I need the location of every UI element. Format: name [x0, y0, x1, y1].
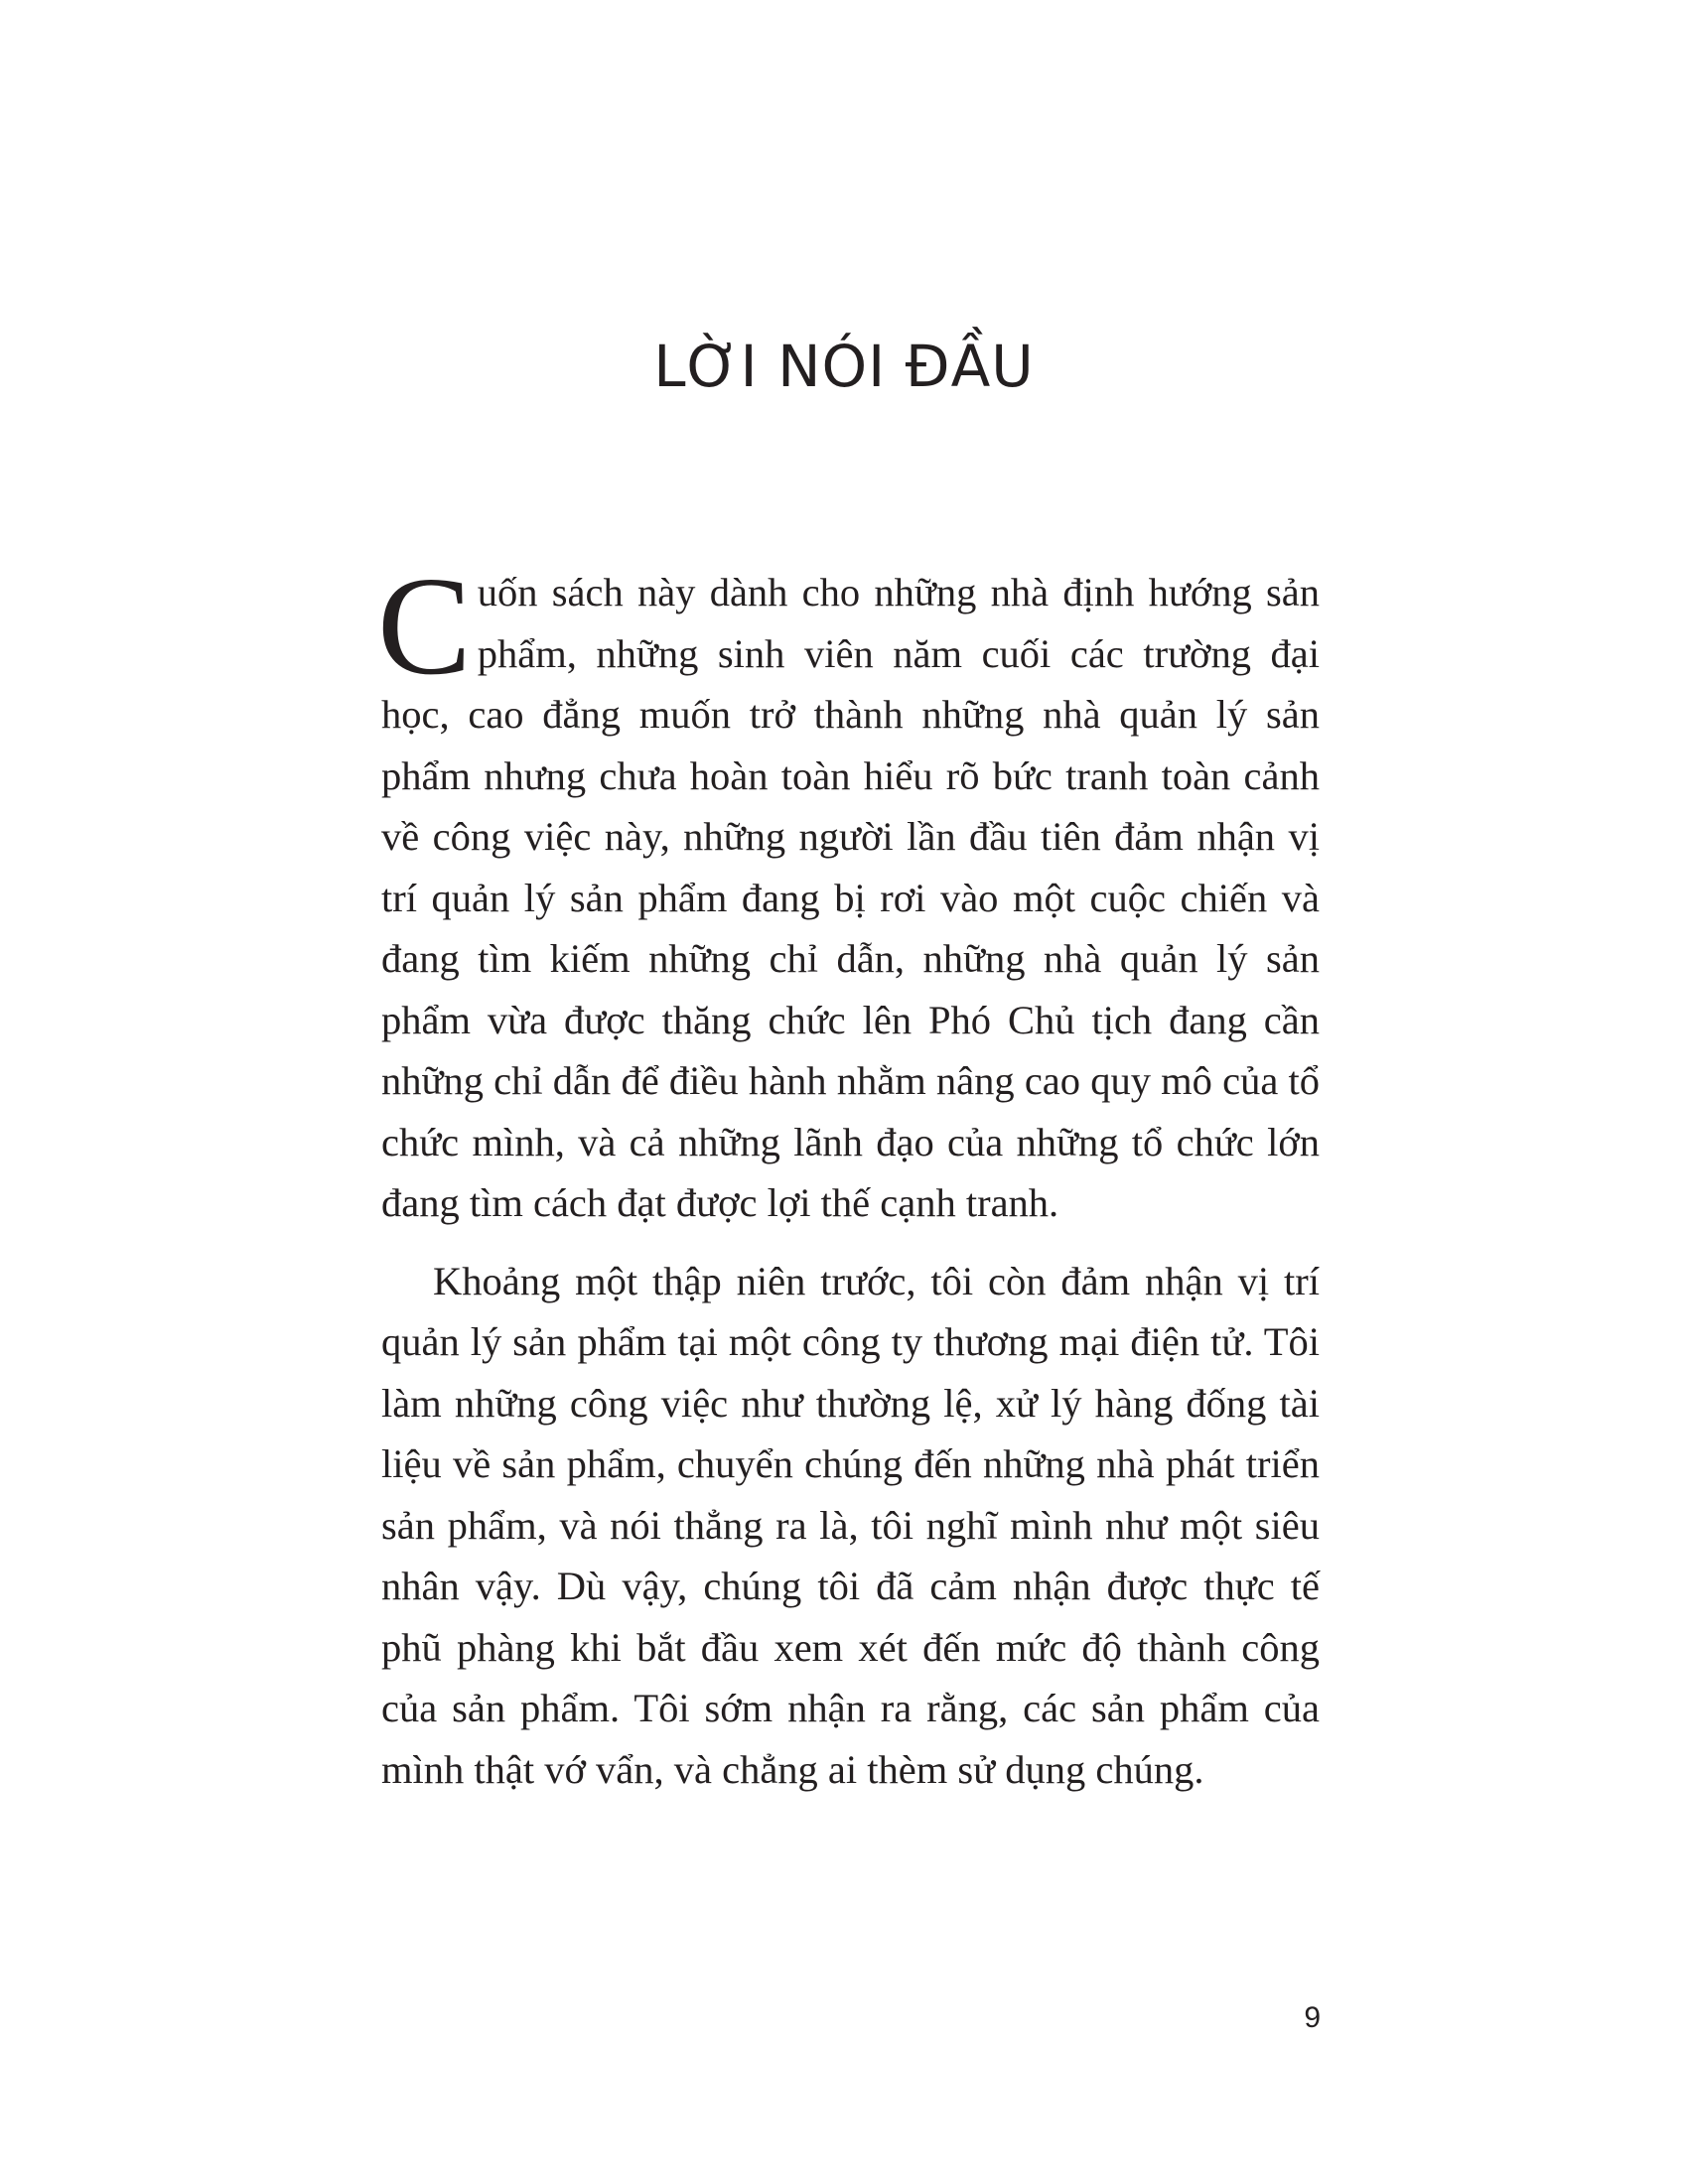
chapter-title: LỜI NÓI ĐẦU	[653, 333, 1035, 400]
paragraph-first	[377, 547, 1320, 1234]
page-number: 9	[1304, 2001, 1321, 2034]
paragraph-second: Khoảng một thập niên trước, tôi còn đảm nhận vị trí quản lý sản phẩm tại một công ty thương mại điện tử. Tôi làm những công việc như thường lệ, xử lý hàng đống tài liệu về sản phẩm, chuyển chúng đến những nhà phát triển sản phẩm, và nói thẳng ra là, tôi nghĩ mình như một siêu nhân vậy. Dù vậy, chúng tôi đã cảm nhận được thực tế phũ phàng khi bắt đầu xem xét đến mức độ thành công của sản phẩm. Tôi sớm nhận ra rằng, các sản phẩm của mình thật vớ vẩn, và chẳng ai thèm sử dụng chúng.	[381, 1258, 1320, 1792]
body-text	[377, 547, 1320, 1800]
paragraph-first-text: uốn sách này dành cho những nhà định hướng sản phẩm, những sinh viên năm cuối các trường đại học, cao đẳng muốn trở thành những nhà quản lý sản phẩm nhưng chưa hoàn toàn hiểu rõ bức tranh toàn cảnh về công việc này, những người lần đầu tiên đảm nhận vị trí quản lý sản phẩm đang bị rơi vào một cuộc chiến và đang tìm kiếm những chỉ dẫn, những nhà quản lý sản phẩm vừa được thăng chức lên Phó Chủ tịch đang cần những chỉ dẫn để điều hành nhằm nâng cao quy mô của tổ chức mình, và cả những lãnh đạo của những tổ chức lớn đang tìm cách đạt được lợi thế cạnh tranh.	[381, 570, 1320, 1225]
drop-cap: C	[377, 547, 472, 704]
